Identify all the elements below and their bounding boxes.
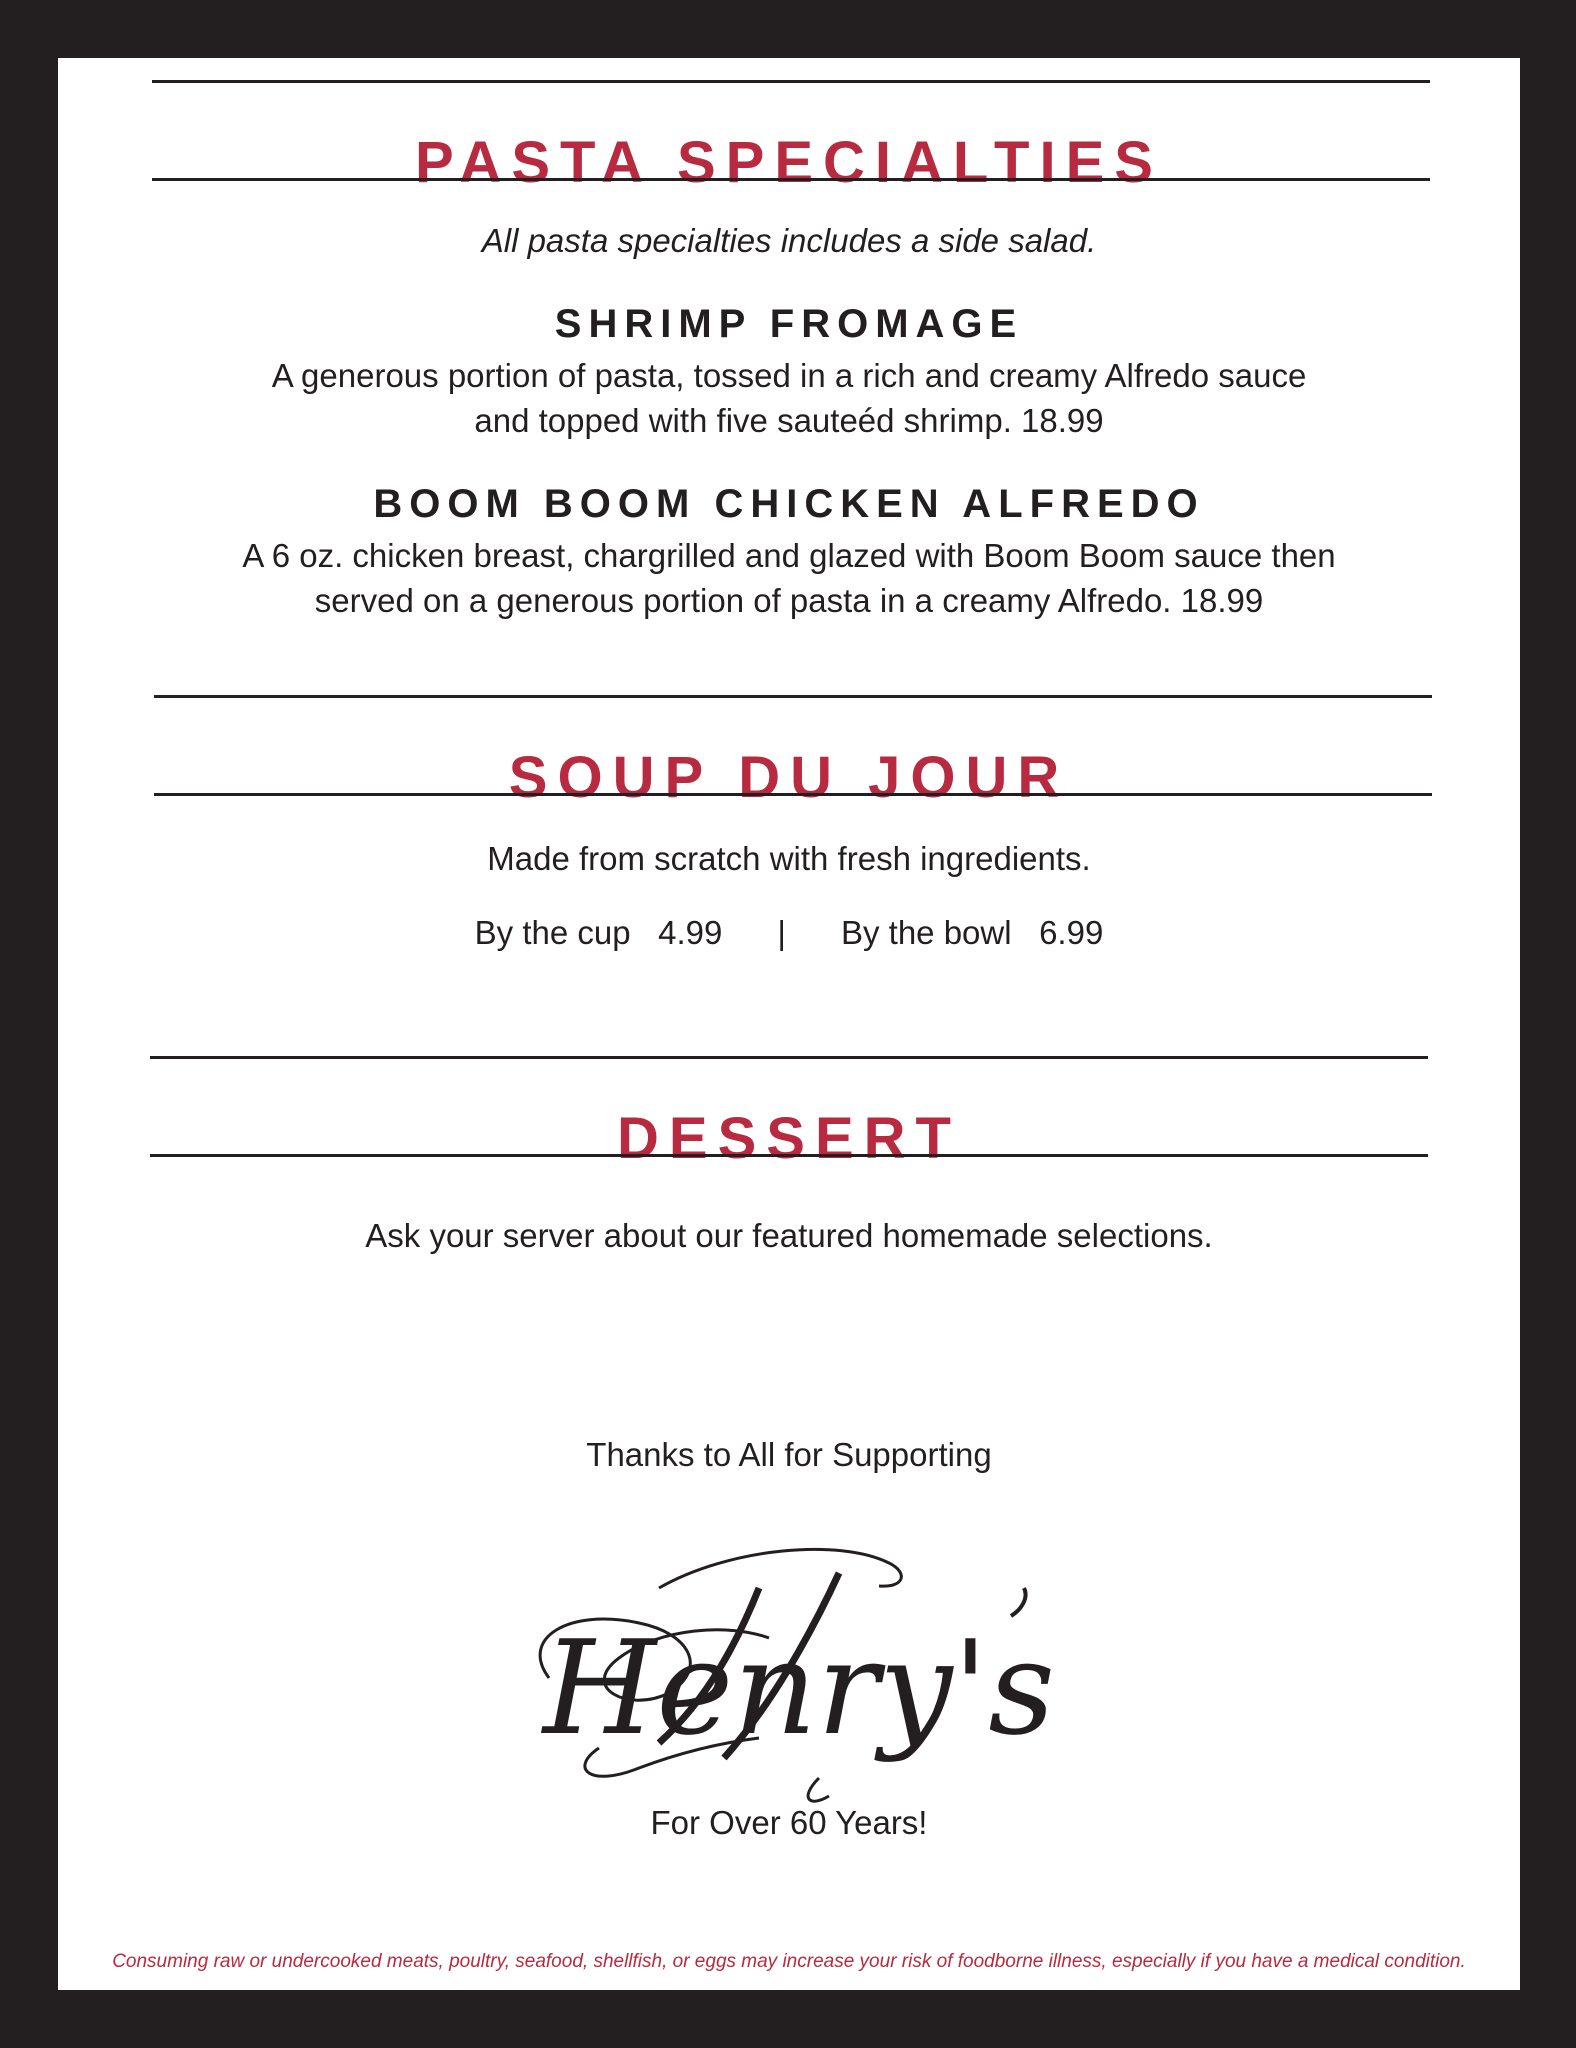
menu-page bbox=[58, 58, 1520, 1990]
bowl-price: 6.99 bbox=[1039, 914, 1104, 951]
boom-boom-title: BOOM BOOM CHICKEN ALFREDO bbox=[373, 482, 1205, 526]
soup-section-title: SOUP DU JOUR bbox=[508, 745, 1070, 810]
tagline-text: For Over 60 Years! bbox=[650, 1804, 928, 1841]
price-separator: | bbox=[777, 914, 786, 951]
henrys-script-logo bbox=[509, 1528, 1069, 1808]
pasta-bottom-rule bbox=[152, 178, 1430, 181]
shrimp-fromage-title: SHRIMP FROMAGE bbox=[554, 302, 1024, 346]
logo-wordmark: Henry's bbox=[542, 1612, 1056, 1764]
bowl-label: By the bowl bbox=[840, 914, 1012, 951]
food-safety-disclaimer: Consuming raw or undercooked meats, poultry, seafood, shellfish, or eggs may increase your risk of foodborne illness, especially if you have a medical condition. bbox=[112, 1951, 1466, 1972]
pasta-note: All pasta specialties includes a side salad. bbox=[481, 222, 1097, 259]
dessert-bottom-rule bbox=[150, 1154, 1428, 1157]
dessert-top-rule bbox=[150, 1056, 1428, 1059]
soup-description: Made from scratch with fresh ingredients. bbox=[487, 840, 1091, 877]
pasta-top-rule bbox=[152, 80, 1430, 83]
pasta-section-title: PASTA SPECIALTIES bbox=[415, 130, 1163, 195]
thanks-text: Thanks to All for Supporting bbox=[586, 1436, 992, 1473]
boom-boom-desc-line2: served on a generous portion of pasta in a creamy Alfredo. 18.99 bbox=[314, 582, 1264, 619]
shrimp-fromage-desc-line2: and topped with five sauteéd shrimp. 18.99 bbox=[474, 402, 1104, 439]
shrimp-fromage-desc-line1: A generous portion of pasta, tossed in a rich and creamy Alfredo sauce bbox=[271, 357, 1307, 394]
cup-price: 4.99 bbox=[658, 914, 723, 951]
dessert-description: Ask your server about our featured homemade selections. bbox=[365, 1217, 1213, 1254]
dessert-section-title: DESSERT bbox=[617, 1106, 961, 1171]
soup-prices bbox=[58, 910, 1520, 955]
boom-boom-desc-line1: A 6 oz. chicken breast, chargrilled and glazed with Boom Boom sauce then bbox=[242, 537, 1336, 574]
soup-top-rule bbox=[154, 695, 1432, 698]
cup-label: By the cup bbox=[474, 914, 631, 951]
henrys-logo bbox=[58, 1528, 1520, 1813]
soup-bottom-rule bbox=[154, 793, 1432, 796]
